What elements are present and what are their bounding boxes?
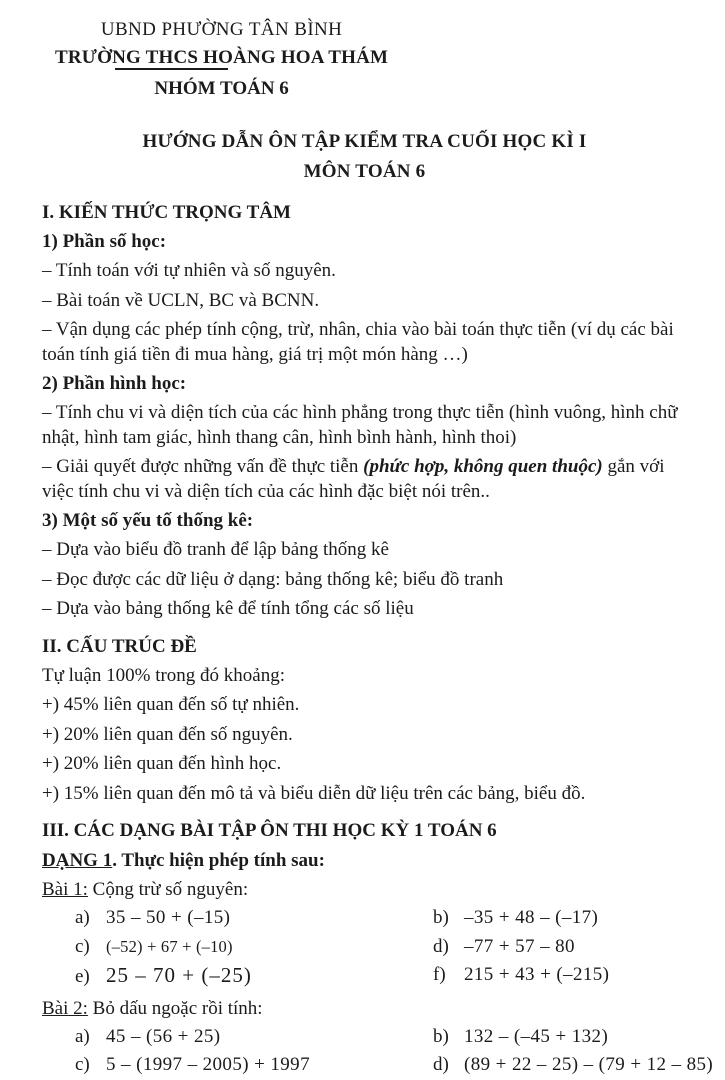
section-1-part-2-heading: 2) Phần hình học: (42, 373, 187, 394)
bai-1-exercises (42, 904, 687, 992)
exercise-key: d) (433, 1054, 449, 1075)
exercise-expression: 132 – (–45 + 132) (464, 1025, 609, 1047)
bullet-text-emphasis: (phức hợp, không quen thuộc) (363, 456, 603, 477)
section-1-heading: I. KIẾN THỨC TRỌNG TÂM (42, 202, 291, 223)
exercise-expression: (89 + 22 – 25) – (79 + 12 – 85) (464, 1054, 714, 1075)
exercise-item (433, 933, 687, 962)
bai-1-label: Bài 1: (42, 879, 88, 900)
dang-1-label: DẠNG 1 (42, 850, 113, 871)
bai-1-line (42, 877, 687, 902)
bai-2-exercises (42, 1023, 714, 1080)
exercise-key: a) (75, 1025, 90, 1047)
dang-1-line (42, 848, 687, 873)
section-3-heading: III. CÁC DẠNG BÀI TẬP ÔN THI HỌC KỲ 1 TOÁN 6 (42, 820, 497, 841)
org-header (55, 16, 388, 103)
org-name: UBND PHƯỜNG TÂN BÌNH (100, 19, 343, 40)
title-line-2: MÔN TOÁN 6 (303, 161, 426, 182)
exercise-key: b) (433, 907, 449, 928)
exercise-key: e) (75, 966, 90, 987)
exercise-item (433, 1023, 713, 1052)
bai-2-label: Bài 2: (42, 997, 88, 1019)
bullet-item: – Đọc được các dữ liệu ở dạng: bảng thống kê; biểu đồ tranh (42, 568, 504, 590)
bullet-item (42, 455, 687, 504)
bai-2-desc: Bỏ dấu ngoặc rồi tính: (87, 997, 263, 1019)
exercise-item (75, 904, 433, 933)
exercise-item (75, 1023, 433, 1052)
section-2-heading: II. CẤU TRÚC ĐỀ (42, 635, 197, 657)
school-name: TRƯỜNG THCS HOÀNG HOA THÁM (55, 47, 389, 68)
exercise-item (433, 904, 687, 933)
section-1-part-1-heading: 1) Phần số học: (42, 231, 167, 252)
stat-item: +) 20% liên quan đến số nguyên. (42, 723, 293, 745)
exercise-expression: 5 – (1997 – 2005) + 1997 (106, 1054, 310, 1075)
bai-1-desc: Cộng trừ số nguyên: (87, 879, 249, 900)
exercise-key: c) (75, 1054, 90, 1075)
section-1-part-3-heading: 3) Một số yếu tố thống kê: (42, 510, 254, 531)
exercise-key: d) (433, 935, 449, 957)
bai-2-line (42, 996, 687, 1021)
exercise-expression: 45 – (56 + 25) (106, 1025, 221, 1047)
exercise-item (433, 961, 687, 992)
exercise-item (75, 1051, 433, 1080)
title-line-1: HƯỚNG DẪN ÔN TẬP KIỂM TRA CUỐI HỌC KÌ I (142, 131, 587, 152)
bullet-item: – Bài toán về UCLN, BC và BCNN. (42, 289, 320, 311)
bullet-item: – Dựa vào bảng thống kê để tính tổng các số liệu (42, 598, 414, 619)
dang-1-title: . Thực hiện phép tính sau: (112, 850, 325, 871)
bullet-item: – Vận dụng các phép tính cộng, trừ, nhân, chia vào bài toán thực tiễn (ví dụ các bài toán tính giá tiền đi mua hàng, giá trị một món hàng …) (42, 319, 674, 365)
exercise-key: a) (75, 907, 90, 928)
exercise-key: b) (433, 1025, 449, 1047)
exercise-item (75, 933, 433, 962)
section-2-intro: Tự luận 100% trong đó khoảng: (42, 664, 286, 686)
bullet-item: – Tính toán với tự nhiên và số nguyên. (42, 260, 336, 281)
exercise-expression: 215 + 43 + (–215) (464, 964, 610, 985)
bullet-text-suffix: gắn với việc tính chu vi và diện tích của các hình đặc biệt nói trên.. (42, 456, 665, 502)
exercise-key: c) (75, 935, 90, 957)
bullet-item: – Dựa vào biểu đồ tranh để lập bảng thống kê (42, 539, 389, 560)
bullet-item: – Tính chu vi và diện tích của các hình phẳng trong thực tiễn (hình vuông, hình chữ nhật, hình tam giác, hình thang cân, hình bình hành, hình thoi) (42, 402, 678, 448)
exercise-expression: –77 + 57 – 80 (464, 935, 575, 957)
exercise-item (433, 1051, 713, 1080)
exercise-expression: 25 – 70 + (–25) (106, 963, 252, 987)
header-separator-line (115, 68, 228, 70)
exercise-expression: (–52) + 67 + (–10) (106, 936, 233, 956)
exercise-expression: –35 + 48 – (–17) (464, 907, 599, 928)
exercise-item (75, 961, 433, 992)
document-title (42, 127, 687, 187)
group-name: NHÓM TOÁN 6 (154, 78, 289, 99)
stat-item: +) 15% liên quan đến mô tả và biểu diễn dữ liệu trên các bảng, biểu đồ. (42, 782, 586, 804)
exercise-expression: 35 – 50 + (–15) (106, 907, 231, 928)
stat-item: +) 45% liên quan đến số tự nhiên. (42, 694, 300, 715)
school-name-wrap (55, 44, 388, 72)
bullet-text-prefix: – Giải quyết được những vấn đề thực tiễn (42, 456, 364, 477)
exercise-key: f) (433, 964, 446, 985)
stat-item: +) 20% liên quan đến hình học. (42, 753, 282, 774)
